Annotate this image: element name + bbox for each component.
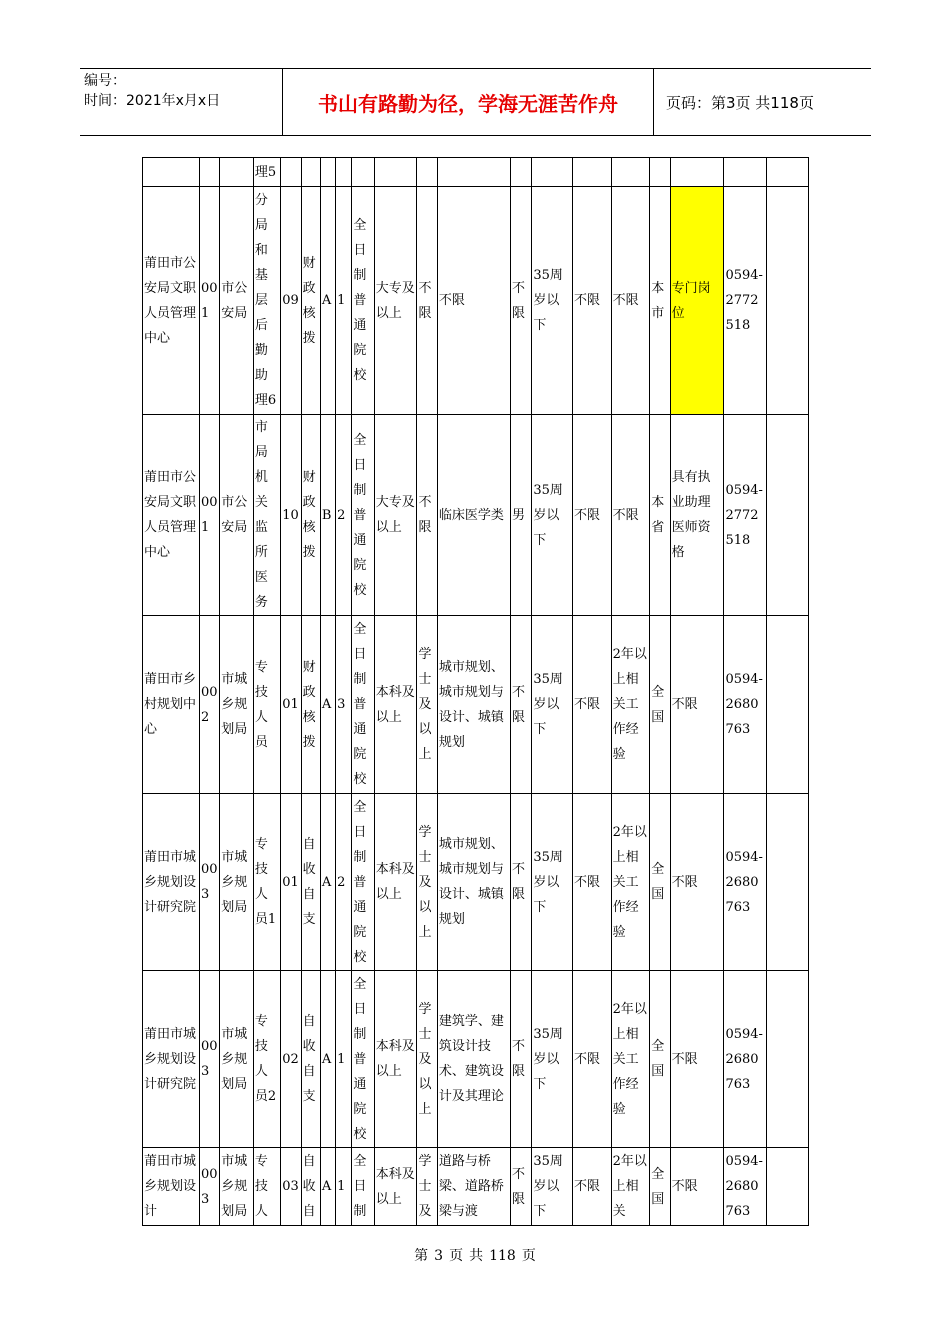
cell: 不限: [670, 1148, 724, 1226]
footer-page-word2: 页: [449, 1248, 464, 1264]
header-page-code: 页码：第3页 共118页: [666, 93, 814, 112]
cell: 02: [281, 971, 301, 1148]
cell: 市公安局: [220, 187, 254, 415]
cell: [199, 158, 219, 187]
cell: [767, 971, 809, 1148]
cell: 本科及以上: [374, 971, 417, 1148]
cell: 全国: [650, 794, 670, 971]
cell: 0594-2772518: [724, 187, 767, 415]
cell: 01: [281, 616, 301, 794]
cell: 市城乡规划局: [220, 1148, 254, 1226]
cell: 专技人员2: [253, 971, 280, 1148]
cell: 专技人: [253, 1148, 280, 1226]
cell: 1: [336, 187, 352, 415]
cell: 本科及以上: [374, 616, 417, 794]
cell: 理5: [253, 158, 280, 187]
cell: [352, 158, 374, 187]
cell: 003: [199, 971, 219, 1148]
cell: 市城乡规划局: [220, 794, 254, 971]
table-row: [143, 794, 809, 971]
footer-total-word: 共: [469, 1248, 484, 1264]
number-label: 编号：: [84, 73, 126, 89]
cell: 全国: [650, 1148, 670, 1226]
cell: 2年以上相关: [611, 1148, 650, 1226]
cell: 学士及: [417, 1148, 437, 1226]
cell: 2年以上相关工作经验: [611, 794, 650, 971]
highlighted-cell: 专门岗位: [670, 187, 724, 415]
table-row: [143, 158, 809, 187]
cell: 专技人员: [253, 616, 280, 794]
footer-page-number: 3: [434, 1248, 444, 1264]
cell: 35周岁以下: [532, 415, 573, 616]
cell: 本市: [650, 187, 670, 415]
cell: [143, 158, 200, 187]
cell: 10: [281, 415, 301, 616]
cell: [281, 158, 301, 187]
cell: 0594-2772518: [724, 415, 767, 616]
cell: 0594-2680763: [724, 616, 767, 794]
cell: B: [320, 415, 335, 616]
cell: A: [320, 794, 335, 971]
cell: A: [320, 187, 335, 415]
cell: 35周岁以下: [532, 616, 573, 794]
recruitment-table: [142, 157, 809, 1226]
cell: [767, 415, 809, 616]
cell: [767, 1148, 809, 1226]
time-label: 时间：2021年x月x日: [84, 93, 221, 109]
cell: 全国: [650, 971, 670, 1148]
footer-total-number: 118: [489, 1248, 516, 1264]
cell: 1: [336, 1148, 352, 1226]
cell: A: [320, 1148, 335, 1226]
cell: 全日制普通院校: [352, 794, 374, 971]
cell: 001: [199, 187, 219, 415]
cell: 2: [336, 415, 352, 616]
cell: 35周岁以下: [532, 1148, 573, 1226]
cell: 不限: [573, 794, 612, 971]
cell: 自收自支: [301, 971, 320, 1148]
cell: 大专及以上: [374, 415, 417, 616]
cell: 市局机关监所医务: [253, 415, 280, 616]
cell: 09: [281, 187, 301, 415]
cell: 本科及以上: [374, 794, 417, 971]
cell: 不限: [511, 794, 532, 971]
cell: 35周岁以下: [532, 794, 573, 971]
cell: 0594-2680763: [724, 794, 767, 971]
cell: 不限: [417, 187, 437, 415]
cell: [301, 158, 320, 187]
cell: 2年以上相关工作经验: [611, 971, 650, 1148]
cell: [417, 158, 437, 187]
cell: [670, 158, 724, 187]
cell: 003: [199, 794, 219, 971]
cell: 全日制普通院校: [352, 187, 374, 415]
cell: 不限: [573, 616, 612, 794]
cell: 莆田市城乡规划设计研究院: [143, 794, 200, 971]
cell: 自收自支: [301, 794, 320, 971]
cell: 财政核拨: [301, 415, 320, 616]
cell: 市公安局: [220, 415, 254, 616]
cell: 不限: [573, 971, 612, 1148]
cell: 学士及以上: [417, 794, 437, 971]
cell: 不限: [611, 415, 650, 616]
cell: 002: [199, 616, 219, 794]
cell: 市城乡规划局: [220, 616, 254, 794]
cell: 全日制普通院校: [352, 971, 374, 1148]
cell: 不限: [670, 794, 724, 971]
cell: [724, 158, 767, 187]
table-row: [143, 971, 809, 1148]
cell: [532, 158, 573, 187]
cell: 不限: [573, 187, 612, 415]
cell: 不限: [670, 616, 724, 794]
cell: [650, 158, 670, 187]
header-motto: 书山有路勤为径，学海无涯苦作舟: [282, 69, 654, 135]
cell: 3: [336, 616, 352, 794]
cell: [437, 158, 510, 187]
table-row: [143, 1148, 809, 1226]
cell: 不限: [511, 187, 532, 415]
page-header: [80, 68, 871, 136]
cell: 全日制: [352, 1148, 374, 1226]
cell: 不限: [670, 971, 724, 1148]
cell: 不限: [573, 1148, 612, 1226]
cell: [573, 158, 612, 187]
cell: [767, 158, 809, 187]
cell: 城市规划、城市规划与设计、城镇规划: [437, 794, 510, 971]
cell: 01: [281, 794, 301, 971]
cell: 35周岁以下: [532, 971, 573, 1148]
cell: 不限: [511, 971, 532, 1148]
cell: 1: [336, 971, 352, 1148]
cell: 全日制普通院校: [352, 415, 374, 616]
cell: 全日制普通院校: [352, 616, 374, 794]
cell: [336, 158, 352, 187]
cell: 003: [199, 1148, 219, 1226]
cell: 本科及以上: [374, 1148, 417, 1226]
cell: 道路与桥梁、道路桥梁与渡: [437, 1148, 510, 1226]
cell: [767, 187, 809, 415]
cell: 自收自: [301, 1148, 320, 1226]
cell: [220, 158, 254, 187]
cell: 35周岁以下: [532, 187, 573, 415]
cell: 市城乡规划局: [220, 971, 254, 1148]
cell: 财政核拨: [301, 187, 320, 415]
footer-page-word: 第: [414, 1248, 429, 1264]
table-row: [143, 616, 809, 794]
cell: 001: [199, 415, 219, 616]
cell: 不限: [573, 415, 612, 616]
cell: 莆田市城乡规划设计研究院: [143, 971, 200, 1148]
cell: [511, 158, 532, 187]
cell: 学士及以上: [417, 616, 437, 794]
cell: 2: [336, 794, 352, 971]
cell: 0594-2680763: [724, 1148, 767, 1226]
cell: [611, 158, 650, 187]
cell: A: [320, 616, 335, 794]
cell: 不限: [417, 415, 437, 616]
cell: 全国: [650, 616, 670, 794]
page-footer: [0, 1245, 950, 1265]
cell: 具有执业助理医师资格: [670, 415, 724, 616]
cell: 财政核拨: [301, 616, 320, 794]
cell: [374, 158, 417, 187]
cell: 大专及以上: [374, 187, 417, 415]
cell: 本省: [650, 415, 670, 616]
cell: 莆田市公安局文职人员管理中心: [143, 415, 200, 616]
cell: [320, 158, 335, 187]
cell: 2年以上相关工作经验: [611, 616, 650, 794]
cell: 建筑学、建筑设计技术、建筑设计及其理论: [437, 971, 510, 1148]
cell: 临床医学类: [437, 415, 510, 616]
table-row: [143, 187, 809, 415]
cell: 莆田市城乡规划设计: [143, 1148, 200, 1226]
cell: 专技人员1: [253, 794, 280, 971]
cell: [767, 794, 809, 971]
cell: 不限: [437, 187, 510, 415]
footer-total-word2: 页: [521, 1248, 536, 1264]
cell: 学士及以上: [417, 971, 437, 1148]
cell: [767, 616, 809, 794]
cell: 分局和基层后勤助理6: [253, 187, 280, 415]
cell: 莆田市公安局文职人员管理中心: [143, 187, 200, 415]
table-row: [143, 415, 809, 616]
cell: 0594-2680763: [724, 971, 767, 1148]
cell: 不限: [511, 1148, 532, 1226]
header-meta: [80, 69, 282, 135]
cell: 男: [511, 415, 532, 616]
cell: 不限: [611, 187, 650, 415]
cell: A: [320, 971, 335, 1148]
cell: 莆田市乡村规划中心: [143, 616, 200, 794]
cell: 城市规划、城市规划与设计、城镇规划: [437, 616, 510, 794]
cell: 03: [281, 1148, 301, 1226]
cell: 不限: [511, 616, 532, 794]
